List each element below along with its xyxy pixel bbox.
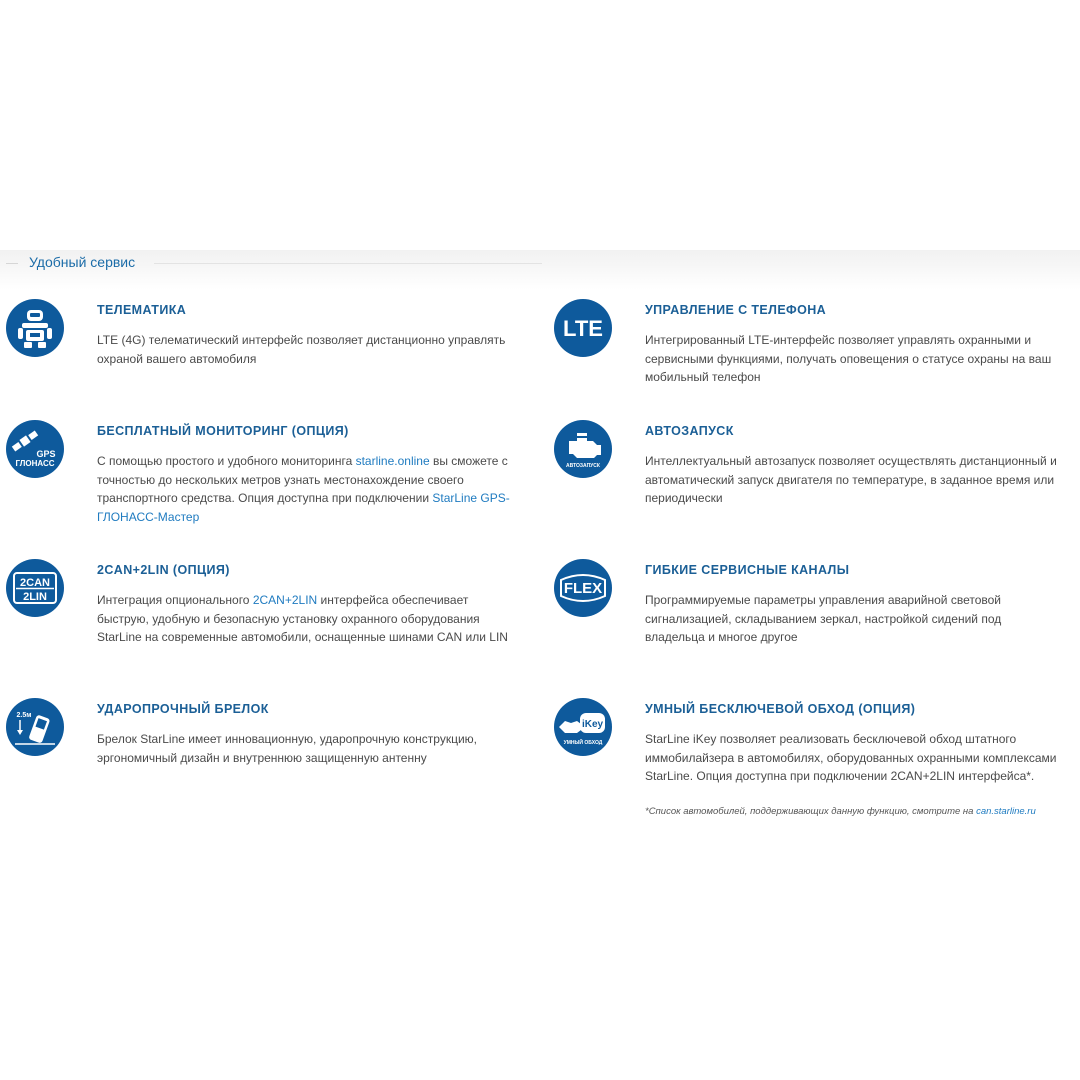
telematics-robot-icon: [5, 298, 65, 358]
feature-description: Интеллектуальный автозапуск позволяет осуществлять дистанционный и автоматический запуск двигателя по температуре, в заданное время или периодически: [645, 454, 1057, 505]
feature-description: Интегрированный LTE-интерфейс позволяет управлять охранными и сервисными функциями, получать оповещения о статусе охраны на ваш мобильный телефон: [645, 333, 1052, 384]
feature-description: LTE (4G) телематический интерфейс позволяет дистанционно управлять охраной вашего автомобиля: [97, 333, 506, 366]
divider: [6, 263, 18, 264]
gps-icon-label: GPS: [36, 449, 56, 459]
feature-title: ГИБКИЕ СЕРВИСНЫЕ КАНАЛЫ: [645, 563, 850, 577]
section-header: [0, 253, 545, 273]
lte-icon: [553, 298, 613, 358]
starline-online-link[interactable]: starline.online: [355, 454, 430, 468]
drop-height-label: 2.5м: [16, 712, 32, 719]
smart-bypass-icon-label: УМНЫЙ ОБХОД: [563, 740, 603, 746]
2can-2lin-icon: [5, 558, 65, 618]
gps-glonass-master-link[interactable]: StarLine GPS-ГЛОНАСС-Мастер: [97, 491, 510, 524]
feature-description: Программируемые параметры управления аварийной световой сигнализацией, складыванием зеркал, настройкой сидений под владельца и многое другое: [645, 593, 1002, 644]
autostart-icon-label: АВТОЗАПУСК: [566, 463, 600, 469]
feature-description: [97, 591, 517, 647]
flex-icon-label: FLEX: [563, 580, 603, 597]
feature-title: УПРАВЛЕНИЕ С ТЕЛЕФОНА: [645, 303, 827, 317]
feature-title: ТЕЛЕМАТИКА: [97, 303, 187, 317]
feature-title: БЕСПЛАТНЫЙ МОНИТОРИНГ (ОПЦИЯ): [97, 424, 349, 438]
feature-description: StarLine iKey позволяет реализовать бесключевой обход штатного иммобилайзера в автомобилях, оборудованных охранными комплексами StarLine. Опция доступна при подключении 2CAN+2LIN интерфейса*.: [645, 732, 1057, 783]
feature-title: УДАРОПРОЧНЫЙ БРЕЛОК: [97, 702, 269, 716]
engine-autostart-icon: [553, 419, 613, 479]
can-starline-link[interactable]: can.starline.ru: [976, 806, 1036, 817]
2can-icon-label: 2CAN: [20, 577, 50, 589]
feature-title: 2CAN+2LIN (ОПЦИЯ): [97, 563, 230, 577]
feature-footnote: [645, 805, 1080, 818]
feature-title: АВТОЗАПУСК: [645, 424, 734, 438]
ikey-icon-label: iKey: [581, 719, 604, 730]
footnote-text: *Список автомобилей, поддерживающих данную функцию, смотрите на: [645, 806, 977, 817]
2can-2lin-link[interactable]: 2CAN+2LIN: [252, 593, 318, 607]
feature-description-text: интерфейса обеспечивает быструю, удобную и безопасную установку охранного оборудования StarLine на современные автомобили, оснащенные шинами CAN или LIN: [97, 593, 508, 644]
divider: [154, 263, 542, 264]
feature-description: [97, 452, 517, 526]
feature-description-text: Интеграция опционального: [97, 593, 253, 607]
feature-description-text: С помощью простого и удобного мониторинга: [97, 454, 356, 468]
feature-title: УМНЫЙ БЕСКЛЮЧЕВОЙ ОБХОД (ОПЦИЯ): [645, 702, 916, 716]
flex-icon: [553, 558, 613, 618]
glonass-icon-label: ГЛОНАСС: [15, 459, 55, 468]
feature-description-text: вы сможете с точностью до нескольких метров узнать местонахождение своего транспортного средства. Опция доступна при подключении: [97, 454, 508, 505]
2lin-icon-label: 2LIN: [23, 591, 47, 603]
lte-icon-label: LTE: [563, 316, 603, 341]
ikey-icon: [553, 697, 613, 757]
section-title: Удобный сервис: [29, 254, 136, 270]
gps-satellite-icon: [5, 419, 65, 479]
feature-description: Брелок StarLine имеет инновационную, ударопрочную конструкцию, эргономичный дизайн и внутреннюю защищенную антенну: [97, 732, 477, 765]
shockproof-keyfob-icon: [5, 697, 65, 757]
